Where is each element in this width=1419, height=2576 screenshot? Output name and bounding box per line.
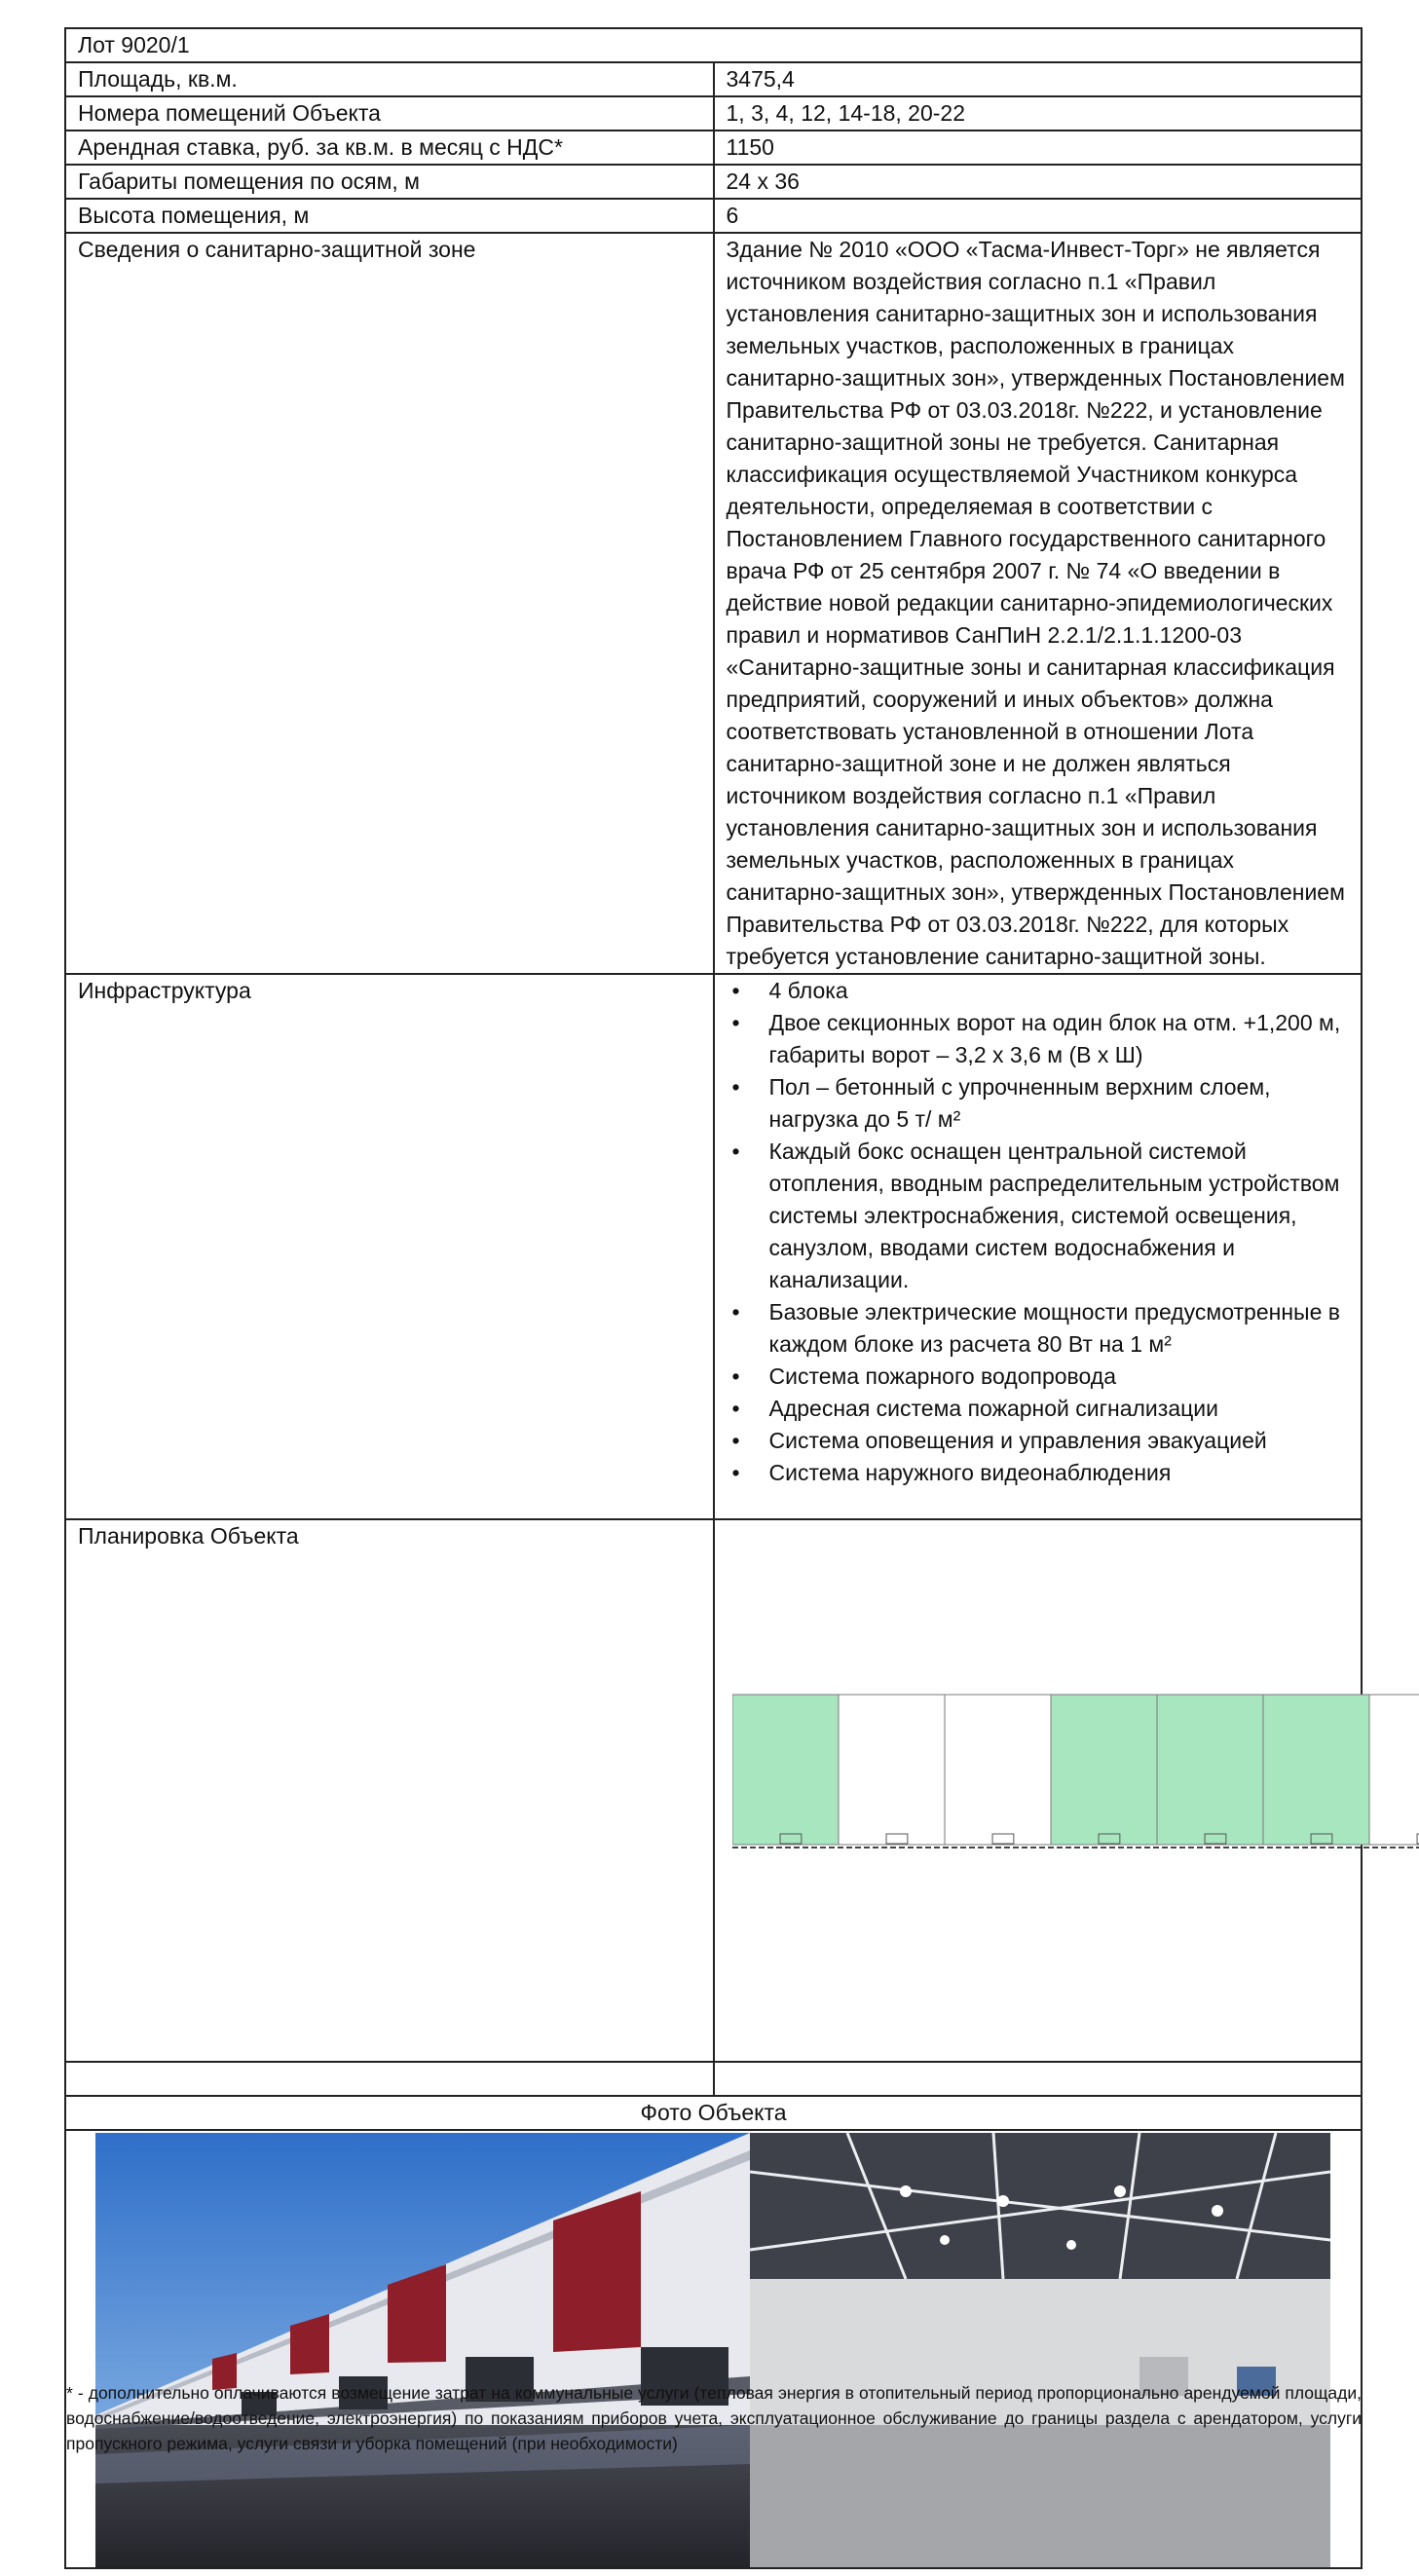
plan-cell [714,1519,1363,2062]
infra-item: • Адресная система пожарной сигнализации [727,1393,1350,1425]
lot-title: Лот 9020/1 [65,28,1362,62]
infra-label: Инфраструктура [65,974,714,1519]
rooms-row [65,96,1362,131]
area-row [65,62,1362,96]
plan-block [1051,1695,1157,1845]
photo-cell [65,2130,1362,2568]
height-value: 6 [714,199,1363,233]
area-label: Площадь, кв.м. [65,62,714,96]
dims-label: Габариты помещения по осям, м [65,165,714,199]
infra-value [714,974,1363,1519]
plan-block [1263,1695,1369,1845]
plan-block [1369,1695,1419,1845]
rate-label: Арендная ставка, руб. за кв.м. в месяц с НДС* [65,131,714,165]
infra-list [727,975,1350,1518]
floor-plan-drawing [732,1694,1419,1855]
empty-row [65,2062,1362,2096]
dims-row [65,165,1362,199]
infra-row [65,974,1362,1519]
rooms-value: 1, 3, 4, 12, 14-18, 20-22 [714,96,1363,131]
plan-block [945,1695,1051,1845]
infra-item: • Каждый бокс оснащен центральной системой отопления, вводным распределительным устройством системы электроснабжения, системой освещения, санузлом, вводами систем водоснабжения и канализации. [727,1136,1350,1296]
plan-block [839,1695,945,1845]
photo-title-row [65,2096,1362,2130]
plan-block [732,1695,839,1845]
empty-cell-right [714,2062,1363,2096]
plan-row [65,1519,1362,2062]
lot-title-row [65,28,1362,62]
infra-item: • Система наружного видеонаблюдения [727,1457,1350,1489]
area-value: 3475,4 [714,62,1363,96]
height-label: Высота помещения, м [65,199,714,233]
warehouse-interior-photo [750,2133,1330,2567]
infra-item: • Пол – бетонный с упрочненным верхним слоем, нагрузка до 5 т/ м² [727,1071,1350,1136]
warehouse-exterior-photo [95,2133,750,2567]
infra-item: • Система оповещения и управления эвакуацией [727,1425,1350,1457]
infra-item: • Двое секционных ворот на один блок на отм. +1,200 м, габариты ворот – 3,2 х 3,6 м (В х Ш) [727,1007,1350,1071]
lot-sheet [64,27,1363,2569]
infra-item: • Система пожарного водопровода [727,1361,1350,1393]
photo-row [65,2130,1362,2568]
dims-value: 24 х 36 [714,165,1363,199]
empty-cell-left [65,2062,714,2096]
sanitary-row [65,233,1362,974]
lot-table [64,27,1363,2569]
plan-block [1157,1695,1263,1845]
height-row [65,199,1362,233]
infra-item: • 4 блока [727,975,1350,1007]
sanitary-label: Сведения о санитарно-защитной зоне [65,233,714,974]
sanitary-value: Здание № 2010 «ООО «Тасма-Инвест-Торг» не является источником воздействия согласно п.1 «Правил установления санитарно-защитных зон и использования земельных участков, расположенных в границах санитарно-защитных зон», утвержденных Постановлением Правительства РФ от 03.03.2018г. №222, и установление санитарно-защитной зоны не требуется. Санитарная классификация осуществляемой Участником конкурса деятельности, определяемая в соответствии с Постановлением Главного государственного санитарного врача РФ от 25 сентября 2007 г. № 74 «О введении в действие новой редакции санитарно-эпидемиологических правил и нормативов СанПиН 2.2.1/2.1.1.1200-03 «Санитарно-защитные зоны и санитарная классификация предприятий, сооружений и иных объектов» должна соответствовать установленной в отношении Лота санитарно-защитной зоне и не должен являться источником воздействия согласно п.1 «Правил установления санитарно-защитных зон и использования земельных участков, расположенных в границах санитарно-защитных зон», утвержденных Постановлением Правительства РФ от 03.03.2018г. №222, для которых требуется установление санитарно-защитной зоны. [714,233,1363,974]
footnote: * - дополнительно оплачиваются возмещение затрат на коммунальные услуги (тепловая энергия в отопительный период пропорционально арендуемой площади, водоснабжение/водоотведение, электроэнергия) по показаниям приборов учета, эксплуатационное обслуживание до границы раздела с арендатором, услуги пропускного режима, услуги связи и уборка помещений (при необходимости) [66,2380,1362,2456]
rate-value: 1150 [714,131,1363,165]
rate-row [65,131,1362,165]
floor-plan [732,1694,1419,1855]
photo-title: Фото Объекта [65,2096,1362,2130]
rooms-label: Номера помещений Объекта [65,96,714,131]
plan-label: Планировка Объекта [65,1519,714,2062]
infra-item: • Базовые электрические мощности предусмотренные в каждом блоке из расчета 80 Вт на 1 м² [727,1296,1350,1361]
